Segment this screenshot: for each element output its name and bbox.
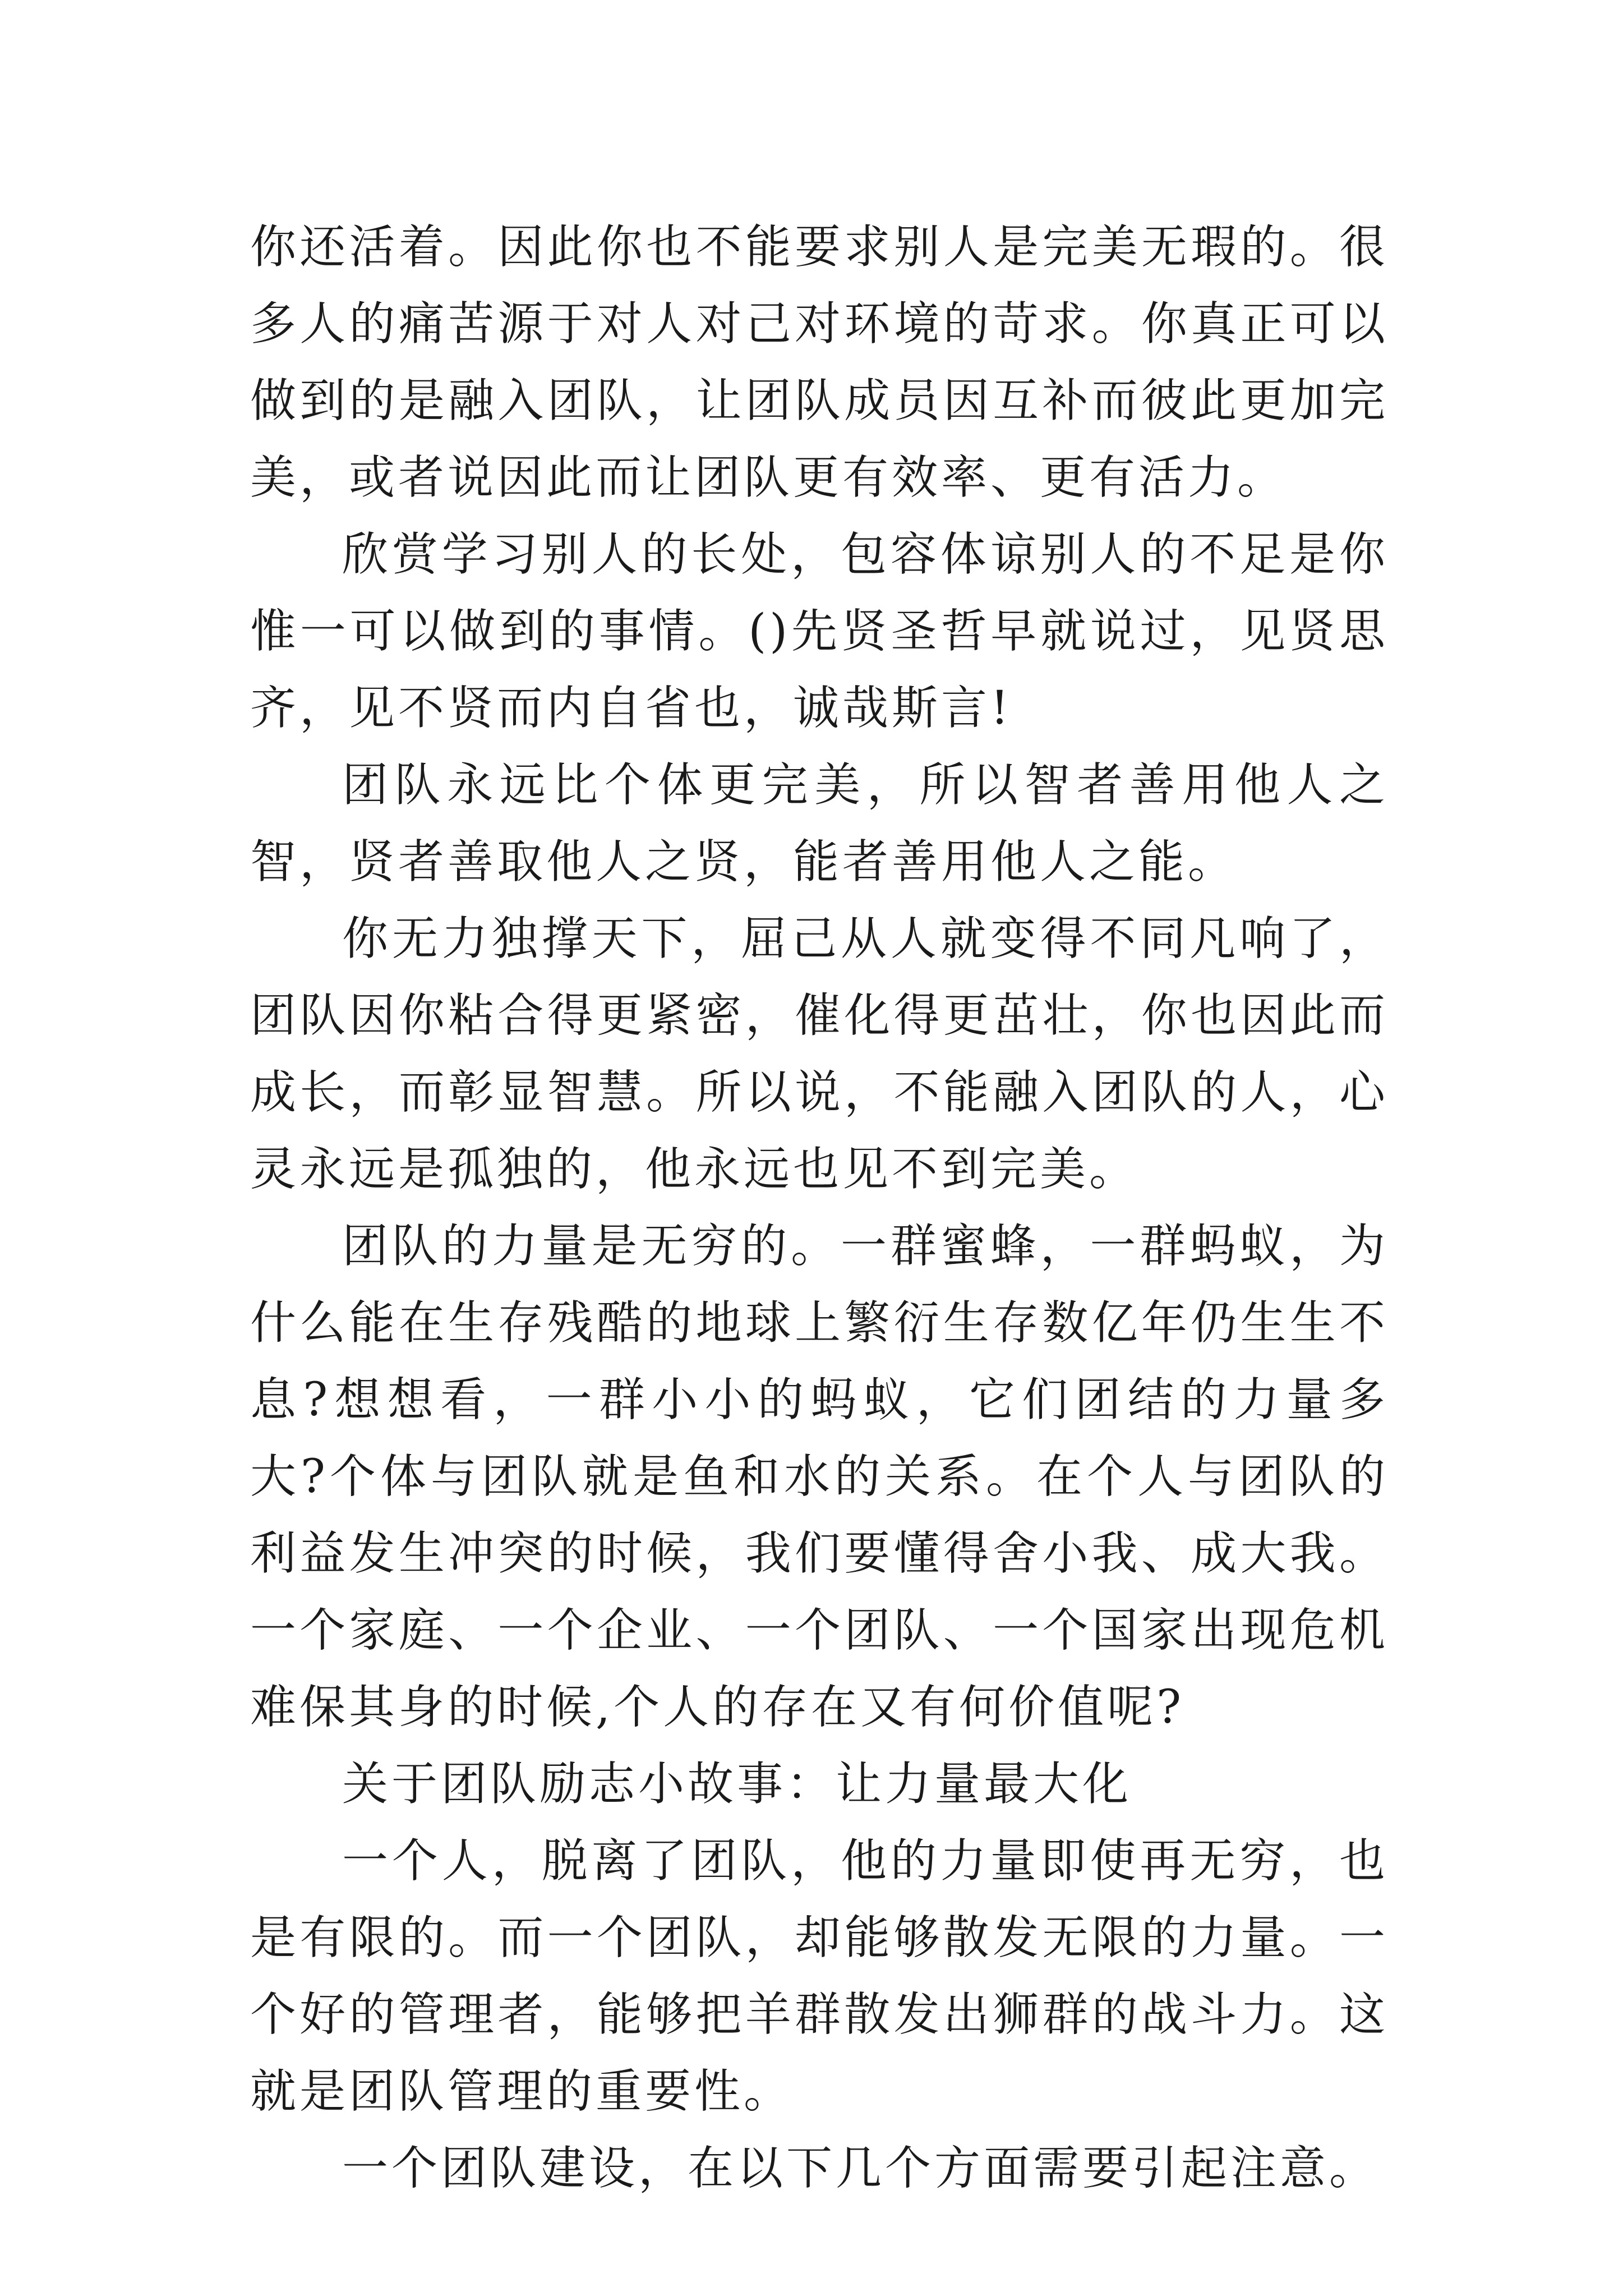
paragraph: 团队永远比个体更完美，所以智者善用他人之智，贤者善取他人之贤，能者善用他人之能。	[250, 758, 1389, 889]
paragraph: 一个人，脱离了团队，他的力量即使再无穷，也是有限的。而一个团队，却能够散发无限的力量。一个好的管理者，能够把羊群散发出狮群的战斗力。这就是团队管理的重要性。	[250, 1834, 1389, 2118]
paragraph: 你还活着。因此你也不能要求别人是完美无瑕的。很多人的痛苦源于对人对己对环境的苛求。你真正可以做到的是融入团队，让团队成员因互补而彼此更加完美，或者说因此而让团队更有效率、更有活力。	[250, 220, 1389, 504]
body-text	[250, 209, 1389, 2207]
section-heading: 关于团队励志小故事：让力量最大化	[342, 1757, 1132, 1811]
paragraph: 欣赏学习别人的长处，包容体谅别人的不足是你惟一可以做到的事情。()先贤圣哲早就说过，见贤思齐，见不贤而内自省也，诚哉斯言!	[250, 528, 1389, 735]
paragraph: 团队的力量是无穷的。一群蜜蜂，一群蚂蚁，为什么能在生存残酷的地球上繁衍生存数亿年仍生生不息?想想看，一群小小的蚂蚁，它们团结的力量多大?个体与团队就是鱼和水的关系。在个人与团队的利益发生冲突的时候，我们要懂得舍小我、成大我。一个家庭、一个企业、一个团队、一个国家出现危机难保其身的时候,个人的存在又有何价值呢?	[250, 1220, 1389, 1734]
paragraph: 一个团队建设，在以下几个方面需要引起注意。	[342, 2142, 1379, 2195]
paragraph: 你无力独撑天下，屈己从人就变得不同凡响了，团队因你粘合得更紧密，催化得更茁壮，你也因此而成长，而彰显智慧。所以说，不能融入团队的人，心灵永远是孤独的，他永远也见不到完美。	[250, 912, 1389, 1196]
